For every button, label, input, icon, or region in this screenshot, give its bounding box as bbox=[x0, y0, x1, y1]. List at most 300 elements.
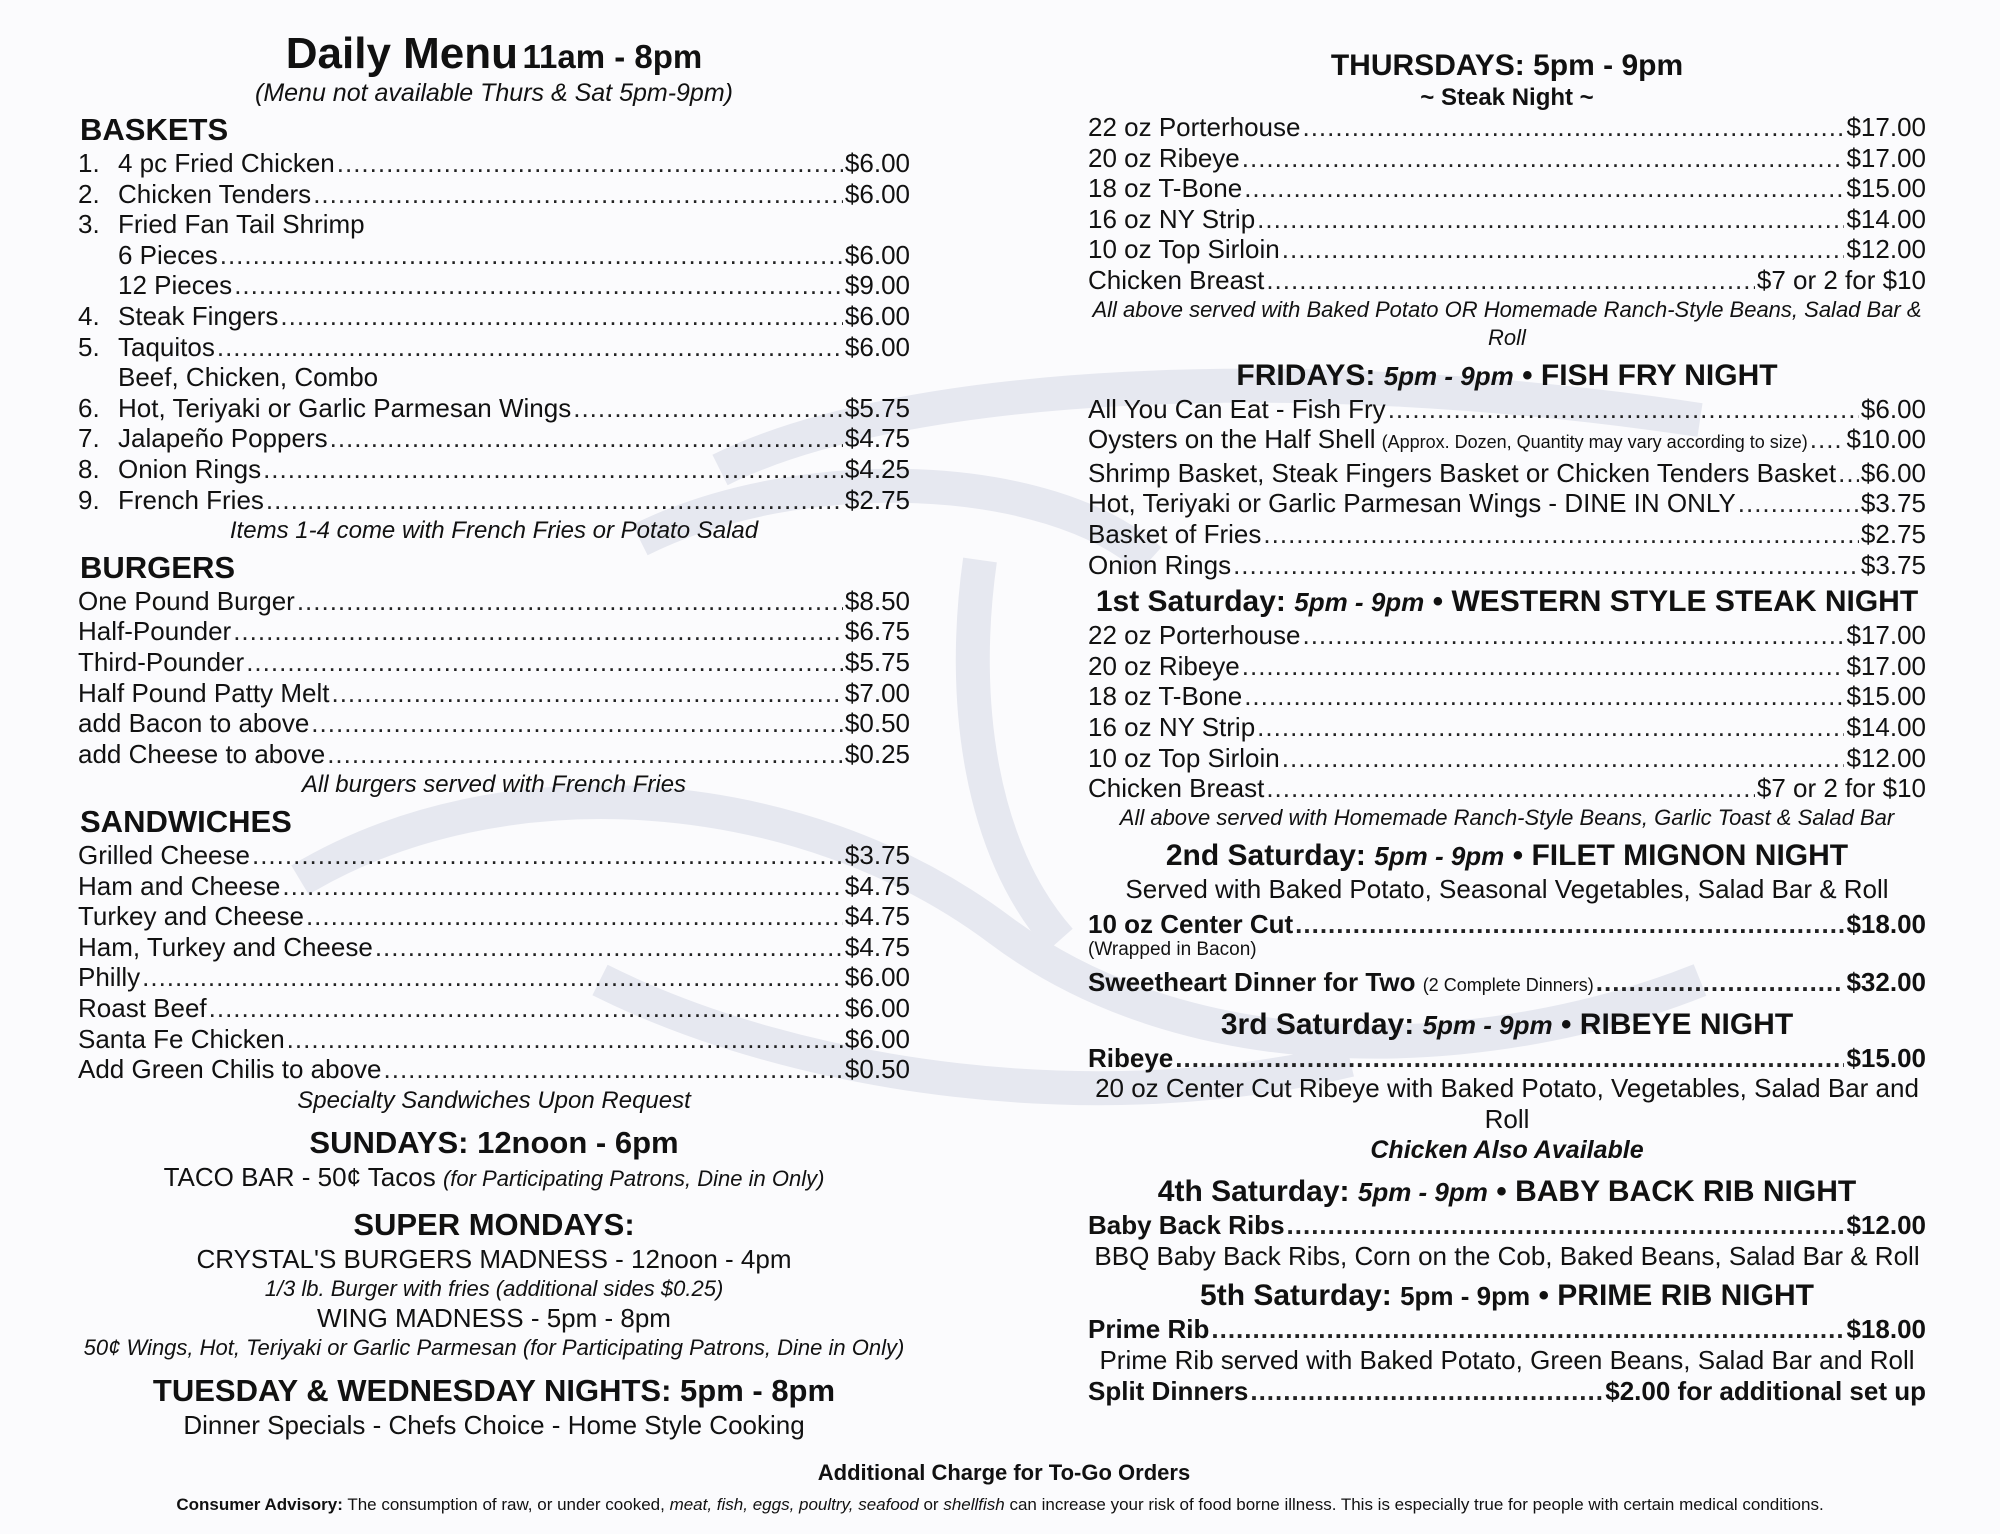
item-price: $6.00 bbox=[844, 1023, 910, 1054]
menu-item-row bbox=[1088, 488, 1926, 519]
daily-menu-heading: Daily Menu bbox=[285, 29, 519, 78]
item-price: $5.75 bbox=[844, 392, 910, 423]
menu-item-row bbox=[1088, 773, 1926, 804]
item-price: $4.75 bbox=[844, 870, 910, 901]
item-price: $3.75 bbox=[1860, 488, 1926, 519]
leader-dots bbox=[1282, 234, 1845, 265]
item-name-text: Oysters on the Half Shell bbox=[1088, 424, 1376, 455]
item-name bbox=[118, 240, 218, 271]
leader-dots bbox=[1302, 112, 1844, 143]
item-name bbox=[78, 871, 280, 902]
item-price: $6.00 bbox=[844, 178, 910, 209]
baskets-list bbox=[78, 148, 910, 515]
sat3-desc: 20 oz Center Cut Ribeye with Baked Potato, Vegetables, Salad Bar and Roll bbox=[1095, 1073, 1919, 1135]
item-detail: (Approx. Dozen, Quantity may vary according to size) bbox=[1381, 432, 1808, 453]
leader-dots bbox=[1244, 173, 1844, 204]
item-name-text: Onion Rings bbox=[1088, 549, 1232, 580]
item-price: $4.75 bbox=[844, 423, 910, 454]
menu-item-row bbox=[78, 1024, 910, 1055]
sat1-day: 1st Saturday: bbox=[1095, 585, 1286, 619]
leader-dots bbox=[306, 901, 843, 932]
leader-dots bbox=[263, 454, 843, 485]
item-price: $6.00 bbox=[844, 331, 910, 362]
item-price: $2.00 for additional set up bbox=[1605, 1375, 1926, 1406]
item-name-text: Fried Fan Tail Shrimp bbox=[118, 209, 365, 240]
leader-dots bbox=[287, 1024, 843, 1055]
item-number: 3. bbox=[78, 209, 100, 240]
menu-item-row bbox=[78, 301, 910, 332]
menu-item-row bbox=[1088, 620, 1926, 651]
item-name bbox=[78, 739, 325, 770]
item-name bbox=[78, 840, 250, 871]
sat5-hours: 5pm - 9pm bbox=[1400, 1281, 1531, 1312]
baskets-heading: BASKETS bbox=[80, 112, 229, 148]
item-price: $7.00 bbox=[844, 677, 910, 708]
item-name-text: 4 pc Fried Chicken bbox=[118, 148, 335, 179]
menu-item-row bbox=[78, 1054, 910, 1085]
item-name-text: 12 Pieces bbox=[118, 270, 233, 301]
item-price: $9.00 bbox=[844, 270, 910, 301]
item-name-text: Chicken Breast bbox=[1088, 773, 1265, 804]
fridays-list bbox=[1088, 394, 1926, 581]
item-name bbox=[1088, 712, 1255, 743]
leader-dots bbox=[1295, 909, 1844, 940]
mondays-heading: SUPER MONDAYS: bbox=[353, 1206, 635, 1242]
item-name-text: Philly bbox=[78, 962, 141, 993]
item-name-text: 22 oz Porterhouse bbox=[1088, 112, 1301, 142]
item-name bbox=[1088, 143, 1240, 174]
item-name bbox=[78, 616, 231, 647]
item-name bbox=[1088, 681, 1242, 712]
item-name-text: Chicken Tenders bbox=[118, 178, 312, 209]
item-name-text: 20 oz Ribeye bbox=[1088, 142, 1240, 173]
advisory-text-a: The consumption of raw, or under cooked, bbox=[347, 1495, 665, 1514]
item-number: 6. bbox=[78, 392, 100, 423]
item-name: Prime Rib bbox=[1088, 1314, 1210, 1345]
leader-dots bbox=[1233, 550, 1859, 581]
tuewed-heading: TUESDAY & WEDNESDAY NIGHTS: 5pm - 8pm bbox=[152, 1372, 836, 1408]
item-name-text: 18 oz T-Bone bbox=[1088, 173, 1243, 204]
leader-dots bbox=[246, 647, 843, 678]
leader-dots bbox=[1175, 1043, 1844, 1074]
leader-dots bbox=[327, 739, 843, 770]
item-name bbox=[118, 485, 264, 516]
burgers-note: All burgers served with French Fries bbox=[301, 771, 687, 799]
menu-item-row bbox=[78, 993, 910, 1024]
item-name: Ribeye bbox=[1088, 1042, 1174, 1073]
item-name bbox=[1088, 550, 1231, 581]
item-price: $14.00 bbox=[1846, 203, 1926, 234]
fridays-day: FRIDAYS: bbox=[1236, 358, 1376, 392]
sat2-center-cut-row bbox=[1088, 909, 1926, 940]
item-price: $6.00 bbox=[1860, 393, 1926, 424]
sat4-hours: 5pm - 9pm bbox=[1357, 1177, 1488, 1208]
item-name-text: Third-Pounder bbox=[78, 646, 245, 677]
togo-charge-note: Additional Charge for To-Go Orders bbox=[817, 1460, 1191, 1485]
leader-dots bbox=[573, 393, 843, 424]
menu-item-row bbox=[1088, 204, 1926, 235]
thursdays-note: All above served with Baked Potato OR Homemade Ranch-Style Beans, Salad Bar & Roll bbox=[1092, 296, 1922, 350]
item-price: $15.00 bbox=[1846, 173, 1926, 204]
sat4-ribs-row bbox=[1088, 1210, 1926, 1241]
leader-dots bbox=[1302, 620, 1844, 651]
item-price: $8.50 bbox=[844, 585, 910, 616]
item-name-text: 6 Pieces bbox=[118, 239, 218, 270]
leader-dots bbox=[1287, 1210, 1845, 1241]
leader-dots bbox=[217, 332, 843, 363]
sandwiches-heading: SANDWICHES bbox=[80, 804, 292, 840]
item-name bbox=[118, 179, 311, 210]
menu-item-row bbox=[78, 454, 910, 485]
sat4-heading bbox=[1088, 1174, 1926, 1210]
item-price: $15.00 bbox=[1846, 1042, 1926, 1073]
item-name-text: Grilled Cheese bbox=[78, 840, 250, 870]
sat5-split-row bbox=[1088, 1376, 1926, 1407]
item-name-text: Hot, Teriyaki or Garlic Parmesan Wings - DINE IN ONLY bbox=[1088, 488, 1736, 519]
advisory-foods: meat, fish, eggs, poultry, seafood bbox=[669, 1495, 919, 1514]
daily-menu-title bbox=[78, 30, 910, 78]
item-price: $17.00 bbox=[1846, 112, 1926, 142]
leader-dots bbox=[1257, 204, 1844, 235]
leader-dots bbox=[1242, 143, 1845, 174]
daily-menu-note: (Menu not available Thurs & Sat 5pm-9pm) bbox=[255, 79, 733, 108]
menu-item-row bbox=[78, 485, 910, 516]
menu-item-row bbox=[1088, 651, 1926, 682]
sundays-heading: SUNDAYS: 12noon - 6pm bbox=[309, 1124, 679, 1160]
item-price: $18.00 bbox=[1846, 1314, 1926, 1345]
item-name bbox=[78, 932, 373, 963]
sundays-taco-bar: TACO BAR - 50¢ Tacos bbox=[163, 1161, 436, 1192]
item-name bbox=[118, 209, 365, 240]
advisory-label: Consumer Advisory: bbox=[176, 1495, 343, 1514]
leader-dots bbox=[1242, 651, 1845, 682]
item-price: $3.75 bbox=[844, 840, 910, 870]
leader-dots bbox=[1257, 712, 1844, 743]
sat2-hours: 5pm - 9pm bbox=[1374, 840, 1505, 871]
item-number: 5. bbox=[78, 331, 100, 362]
item-name bbox=[1088, 424, 1808, 458]
item-name bbox=[118, 454, 261, 485]
item-name-text: Hot, Teriyaki or Garlic Parmesan Wings bbox=[118, 392, 572, 423]
item-name: Split Dinners bbox=[1088, 1375, 1249, 1406]
item-name bbox=[118, 270, 232, 301]
item-name-text: Sweetheart Dinner for Two bbox=[1088, 967, 1416, 998]
sat3-theme: • RIBEYE NIGHT bbox=[1560, 1007, 1794, 1041]
tuewed-line: Dinner Specials - Chefs Choice - Home Style Cooking bbox=[183, 1409, 805, 1440]
item-price: $0.50 bbox=[844, 1054, 910, 1085]
item-price: $6.00 bbox=[844, 239, 910, 270]
menu-item-row bbox=[78, 962, 910, 993]
burgers-list bbox=[78, 586, 910, 770]
sat2-center-cut-detail: (Wrapped in Bacon) bbox=[1088, 939, 1257, 961]
daily-menu-hours: 11am - 8pm bbox=[522, 38, 703, 75]
sandwiches-list bbox=[78, 840, 910, 1085]
menu-item-row bbox=[1088, 112, 1926, 143]
leader-dots bbox=[220, 240, 843, 271]
leader-dots bbox=[1211, 1314, 1844, 1345]
menu-item-row bbox=[1088, 550, 1926, 581]
menu-item-row bbox=[1088, 265, 1926, 296]
leader-dots bbox=[280, 301, 843, 332]
sat1-hours: 5pm - 9pm bbox=[1294, 587, 1425, 618]
item-name-text: Add Green Chilis to above bbox=[78, 1054, 382, 1085]
item-price: $15.00 bbox=[1846, 681, 1926, 712]
left-column bbox=[78, 30, 910, 1441]
leader-dots bbox=[297, 586, 843, 617]
sat4-day: 4th Saturday: bbox=[1157, 1175, 1350, 1209]
item-price: $12.00 bbox=[1846, 234, 1926, 265]
sat3-ribeye-row bbox=[1088, 1043, 1926, 1074]
item-number: 4. bbox=[78, 301, 100, 331]
item-name-text: 16 oz NY Strip bbox=[1088, 203, 1256, 234]
leader-dots bbox=[384, 1054, 843, 1085]
item-price: $6.00 bbox=[844, 962, 910, 993]
item-name bbox=[78, 1024, 285, 1055]
item-price: $32.00 bbox=[1846, 967, 1926, 998]
menu-item-row bbox=[1088, 712, 1926, 743]
thursdays-subtitle: ~ Steak Night ~ bbox=[1420, 84, 1594, 111]
fridays-heading bbox=[1088, 358, 1926, 394]
sat2-theme: • FILET MIGNON NIGHT bbox=[1512, 838, 1849, 872]
leader-dots bbox=[1596, 967, 1845, 998]
menu-item-row bbox=[78, 179, 910, 210]
leader-dots bbox=[1282, 743, 1845, 774]
menu-item-row bbox=[78, 362, 910, 393]
menu-item-row bbox=[1088, 424, 1926, 458]
item-name bbox=[118, 423, 328, 454]
menu-item-row bbox=[1088, 681, 1926, 712]
item-number: 2. bbox=[78, 178, 100, 209]
menu-item-row bbox=[1088, 143, 1926, 174]
item-name-text: Steak Fingers bbox=[118, 301, 279, 331]
footer bbox=[0, 1459, 2000, 1520]
item-name bbox=[78, 586, 295, 617]
item-name-text: Chicken Breast bbox=[1088, 264, 1265, 295]
item-name bbox=[1088, 743, 1280, 774]
menu-item-row bbox=[78, 148, 910, 179]
item-name bbox=[1088, 112, 1300, 143]
item-name-text: add Cheese to above bbox=[78, 738, 326, 769]
sat5-theme: • PRIME RIB NIGHT bbox=[1538, 1279, 1814, 1313]
item-price: $12.00 bbox=[1846, 1210, 1926, 1241]
sat5-prime-rib-row bbox=[1088, 1314, 1926, 1345]
item-price: $0.50 bbox=[844, 708, 910, 739]
thursdays-heading: THURSDAYS: 5pm - 9pm bbox=[1330, 49, 1684, 82]
fridays-theme: • FISH FRY NIGHT bbox=[1522, 358, 1778, 392]
advisory-or: or bbox=[923, 1495, 939, 1514]
item-price: $2.75 bbox=[1860, 518, 1926, 549]
menu-item-row bbox=[78, 871, 910, 902]
leader-dots bbox=[1266, 265, 1755, 296]
menu-item-row bbox=[78, 616, 910, 647]
item-price: $2.75 bbox=[844, 484, 910, 515]
item-name bbox=[1088, 519, 1261, 550]
leader-dots bbox=[1266, 773, 1755, 804]
item-name-text: Shrimp Basket, Steak Fingers Basket or Chicken Tenders Basket bbox=[1088, 457, 1837, 488]
leader-dots bbox=[331, 678, 842, 709]
item-name-text: 18 oz T-Bone bbox=[1088, 681, 1243, 712]
sat4-theme: • BABY BACK RIB NIGHT bbox=[1496, 1175, 1857, 1209]
sat3-extra: Chicken Also Available bbox=[1370, 1136, 1644, 1165]
item-name-text: Taquitos bbox=[118, 331, 215, 362]
leader-dots bbox=[1810, 424, 1845, 455]
right-column bbox=[1088, 48, 1926, 1406]
advisory-shellfish: shellfish bbox=[943, 1495, 1005, 1514]
item-name bbox=[78, 678, 329, 709]
menu-item-row bbox=[78, 901, 910, 932]
item-price: $17.00 bbox=[1846, 620, 1926, 651]
sat1-theme: • WESTERN STYLE STEAK NIGHT bbox=[1432, 585, 1919, 619]
sat2-day: 2nd Saturday: bbox=[1165, 838, 1366, 872]
item-number: 1. bbox=[78, 148, 100, 179]
item-name bbox=[1088, 620, 1300, 651]
item-name bbox=[1088, 458, 1836, 489]
item-detail: (2 Complete Dinners) bbox=[1422, 975, 1594, 996]
item-name bbox=[1088, 173, 1242, 204]
sandwiches-note: Specialty Sandwiches Upon Request bbox=[297, 1086, 691, 1114]
item-name bbox=[1088, 234, 1280, 265]
leader-dots bbox=[142, 962, 843, 993]
item-name bbox=[118, 148, 335, 179]
menu-item-row bbox=[78, 739, 910, 770]
leader-dots bbox=[375, 932, 843, 963]
item-name bbox=[1088, 773, 1264, 804]
menu-item-row bbox=[78, 647, 910, 678]
item-price: $7 or 2 for $10 bbox=[1756, 264, 1926, 295]
menu-item-row bbox=[1088, 234, 1926, 265]
item-name bbox=[1088, 967, 1594, 1001]
item-price: $6.00 bbox=[844, 992, 910, 1023]
item-name bbox=[1088, 204, 1255, 235]
menu-item-row bbox=[78, 270, 910, 301]
consumer-advisory bbox=[0, 1490, 2000, 1520]
item-name bbox=[78, 901, 304, 932]
menu-item-row bbox=[78, 708, 910, 739]
item-name-text: Onion Rings bbox=[118, 453, 262, 484]
menu-item-row bbox=[1088, 173, 1926, 204]
item-price: $18.00 bbox=[1846, 908, 1926, 939]
sat3-hours: 5pm - 9pm bbox=[1422, 1009, 1553, 1040]
item-name-text: French Fries bbox=[118, 484, 264, 515]
mondays-burger-note: 1/3 lb. Burger with fries (additional sides $0.25) bbox=[264, 1275, 724, 1301]
item-price: $6.00 bbox=[1860, 457, 1926, 488]
sundays-line bbox=[78, 1162, 910, 1194]
item-name-text: Ham and Cheese bbox=[78, 870, 281, 901]
item-name bbox=[1088, 265, 1264, 296]
menu-item-row bbox=[1088, 519, 1926, 550]
leader-dots bbox=[311, 708, 843, 739]
sat3-heading bbox=[1088, 1007, 1926, 1043]
item-price: $4.25 bbox=[844, 453, 910, 484]
menu-item-row bbox=[1088, 394, 1926, 425]
menu-item-row bbox=[78, 932, 910, 963]
item-name-text: Turkey and Cheese bbox=[78, 901, 304, 932]
leader-dots bbox=[252, 840, 843, 871]
item-price: $14.00 bbox=[1846, 711, 1926, 742]
item-name-text: 10 oz Top Sirloin bbox=[1088, 234, 1280, 265]
menu-item-row bbox=[1088, 458, 1926, 489]
sat1-list bbox=[1088, 620, 1926, 804]
item-price: $5.75 bbox=[844, 646, 910, 677]
item-price: $12.00 bbox=[1846, 742, 1926, 773]
burgers-heading: BURGERS bbox=[80, 550, 236, 586]
item-name bbox=[1088, 394, 1386, 425]
leader-dots bbox=[1244, 681, 1844, 712]
item-name-text: Half Pound Patty Melt bbox=[78, 677, 330, 708]
item-name-text: All You Can Eat - Fish Fry bbox=[1088, 393, 1386, 424]
item-name bbox=[78, 708, 309, 739]
leader-dots bbox=[209, 993, 843, 1024]
item-name bbox=[78, 962, 140, 993]
sat3-day: 3rd Saturday: bbox=[1220, 1007, 1415, 1041]
menu-item-row bbox=[78, 678, 910, 709]
sat4-desc: BBQ Baby Back Ribs, Corn on the Cob, Baked Beans, Salad Bar & Roll bbox=[1094, 1241, 1920, 1272]
menu-item-row bbox=[78, 840, 910, 871]
item-price: $3.75 bbox=[1860, 549, 1926, 580]
fridays-hours: 5pm - 9pm bbox=[1383, 360, 1514, 391]
item-price: $17.00 bbox=[1846, 650, 1926, 681]
item-name: Baby Back Ribs bbox=[1088, 1210, 1285, 1241]
menu-item-row bbox=[78, 209, 910, 240]
leader-dots bbox=[337, 148, 843, 179]
item-price: $0.25 bbox=[844, 738, 910, 769]
item-price: $17.00 bbox=[1846, 142, 1926, 173]
item-name-text: 10 oz Top Sirloin bbox=[1088, 742, 1280, 773]
item-name-text: Jalapeño Poppers bbox=[118, 423, 328, 454]
item-name-text: 22 oz Porterhouse bbox=[1088, 620, 1301, 651]
item-number: 9. bbox=[78, 484, 100, 515]
sat5-heading bbox=[1088, 1278, 1926, 1314]
mondays-wing-note: 50¢ Wings, Hot, Teriyaki or Garlic Parmesan (for Participating Patrons, Dine in Only) bbox=[83, 1334, 905, 1360]
leader-dots bbox=[1250, 1376, 1603, 1407]
leader-dots bbox=[234, 270, 843, 301]
item-number: 8. bbox=[78, 453, 100, 484]
item-number: 7. bbox=[78, 423, 100, 454]
leader-dots bbox=[1388, 394, 1859, 425]
leader-dots bbox=[266, 485, 843, 516]
item-price: $7 or 2 for $10 bbox=[1756, 773, 1926, 804]
sat1-note: All above served with Homemade Ranch-Style Beans, Garlic Toast & Salad Bar bbox=[1119, 804, 1895, 830]
menu-item-row bbox=[78, 240, 910, 271]
item-name-text: Half-Pounder bbox=[78, 616, 232, 647]
menu-item-row bbox=[78, 423, 910, 454]
item-price: $6.75 bbox=[844, 616, 910, 647]
sat5-desc: Prime Rib served with Baked Potato, Green Beans, Salad Bar and Roll bbox=[1099, 1344, 1915, 1375]
item-name-text: 16 oz NY Strip bbox=[1088, 711, 1256, 742]
item-name-text: Santa Fe Chicken bbox=[78, 1023, 285, 1054]
item-name-text: add Bacon to above bbox=[78, 708, 310, 739]
leader-dots bbox=[330, 423, 843, 454]
item-name bbox=[1088, 488, 1736, 519]
item-price: $6.00 bbox=[844, 148, 910, 179]
menu-item-row bbox=[78, 393, 910, 424]
item-name-text: Ham, Turkey and Cheese bbox=[78, 931, 373, 962]
item-name bbox=[118, 332, 215, 363]
item-name bbox=[78, 1054, 382, 1085]
menu-item-row bbox=[1088, 743, 1926, 774]
item-name bbox=[1088, 651, 1240, 682]
menu-item-row bbox=[78, 586, 910, 617]
item-price: $10.00 bbox=[1846, 424, 1926, 455]
item-name-text: Basket of Fries bbox=[1088, 518, 1262, 549]
sundays-taco-note: (for Participating Patrons, Dine in Only) bbox=[442, 1165, 825, 1191]
item-name-text: 20 oz Ribeye bbox=[1088, 650, 1240, 681]
leader-dots bbox=[282, 871, 843, 902]
sat5-day: 5th Saturday: bbox=[1200, 1279, 1392, 1313]
item-name bbox=[78, 647, 244, 678]
sat2-served: Served with Baked Potato, Seasonal Vegetables, Salad Bar & Roll bbox=[1125, 873, 1889, 904]
baskets-note: Items 1-4 come with French Fries or Potato Salad bbox=[229, 517, 759, 545]
